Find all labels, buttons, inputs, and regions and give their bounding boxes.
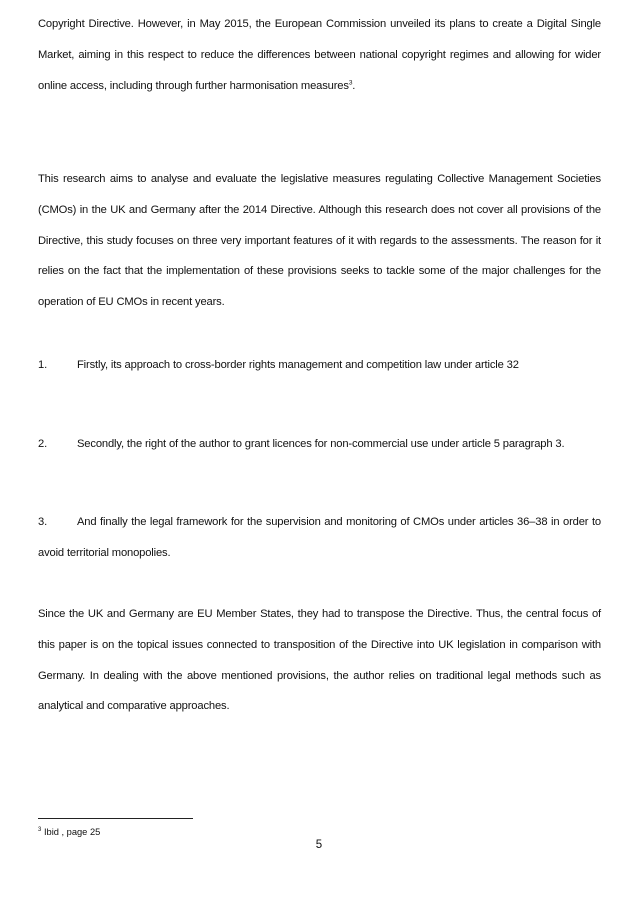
footnote-text: Ibid , page 25 [43, 827, 101, 837]
list-item-number: 2. [38, 438, 48, 450]
intro-paragraph-text: Copyright Directive. However, in May 2015, the European Commission unveiled its plans to create a Digital Single Market, aiming in this respect to reduce the differences between national copyright regimes and allowing for wider online access, including through further harmonisation measures [38, 18, 601, 92]
footnote-marker: 3 [38, 826, 42, 833]
conclusion-paragraph: Since the UK and Germany are EU Member States, they had to transpose the Directive. Thus, the central focus of this paper is on the topical issues connected to transposition of the Directive into UK legislation in comparison with Germany. In dealing with the above mentioned provisions, the author relies on traditional legal methods such as analytical and comparative approaches. [38, 608, 601, 713]
footnote-divider [38, 818, 193, 819]
list-item [38, 350, 601, 381]
intro-paragraph-end: . [352, 79, 356, 92]
intro-paragraph [38, 9, 601, 101]
footnote [38, 826, 100, 838]
research-aim-paragraph: This research aims to analyse and evaluate the legislative measures regulating Collective Management Societies (CMOs) in the UK and Germany after the 2014 Directive. Although this research does not cover all provisions of the Directive, this study focuses on three very important features of it with regards to the assessments. The reason for it relies on the fact that the implementation of these provisions seeks to tackle some of the major challenges for the operation of EU CMOs in recent years. [38, 173, 601, 309]
list-item-number: 3. [38, 516, 48, 528]
list-item-text: Secondly, the right of the author to grant licences for non-commercial use under article 5 paragraph 3. [77, 438, 565, 450]
list-item-text: And finally the legal framework for the supervision and monitoring of CMOs under articles 36–38 in order to avoid territorial monopolies. [38, 516, 601, 559]
footnote-reference: 3 [348, 78, 353, 86]
list-item-text: Firstly, its approach to cross-border rights management and competition law under article 32 [77, 359, 519, 371]
list-item-number: 1. [38, 359, 48, 371]
list-item [38, 429, 601, 460]
page-number: 5 [315, 839, 323, 851]
list-item [38, 507, 601, 569]
